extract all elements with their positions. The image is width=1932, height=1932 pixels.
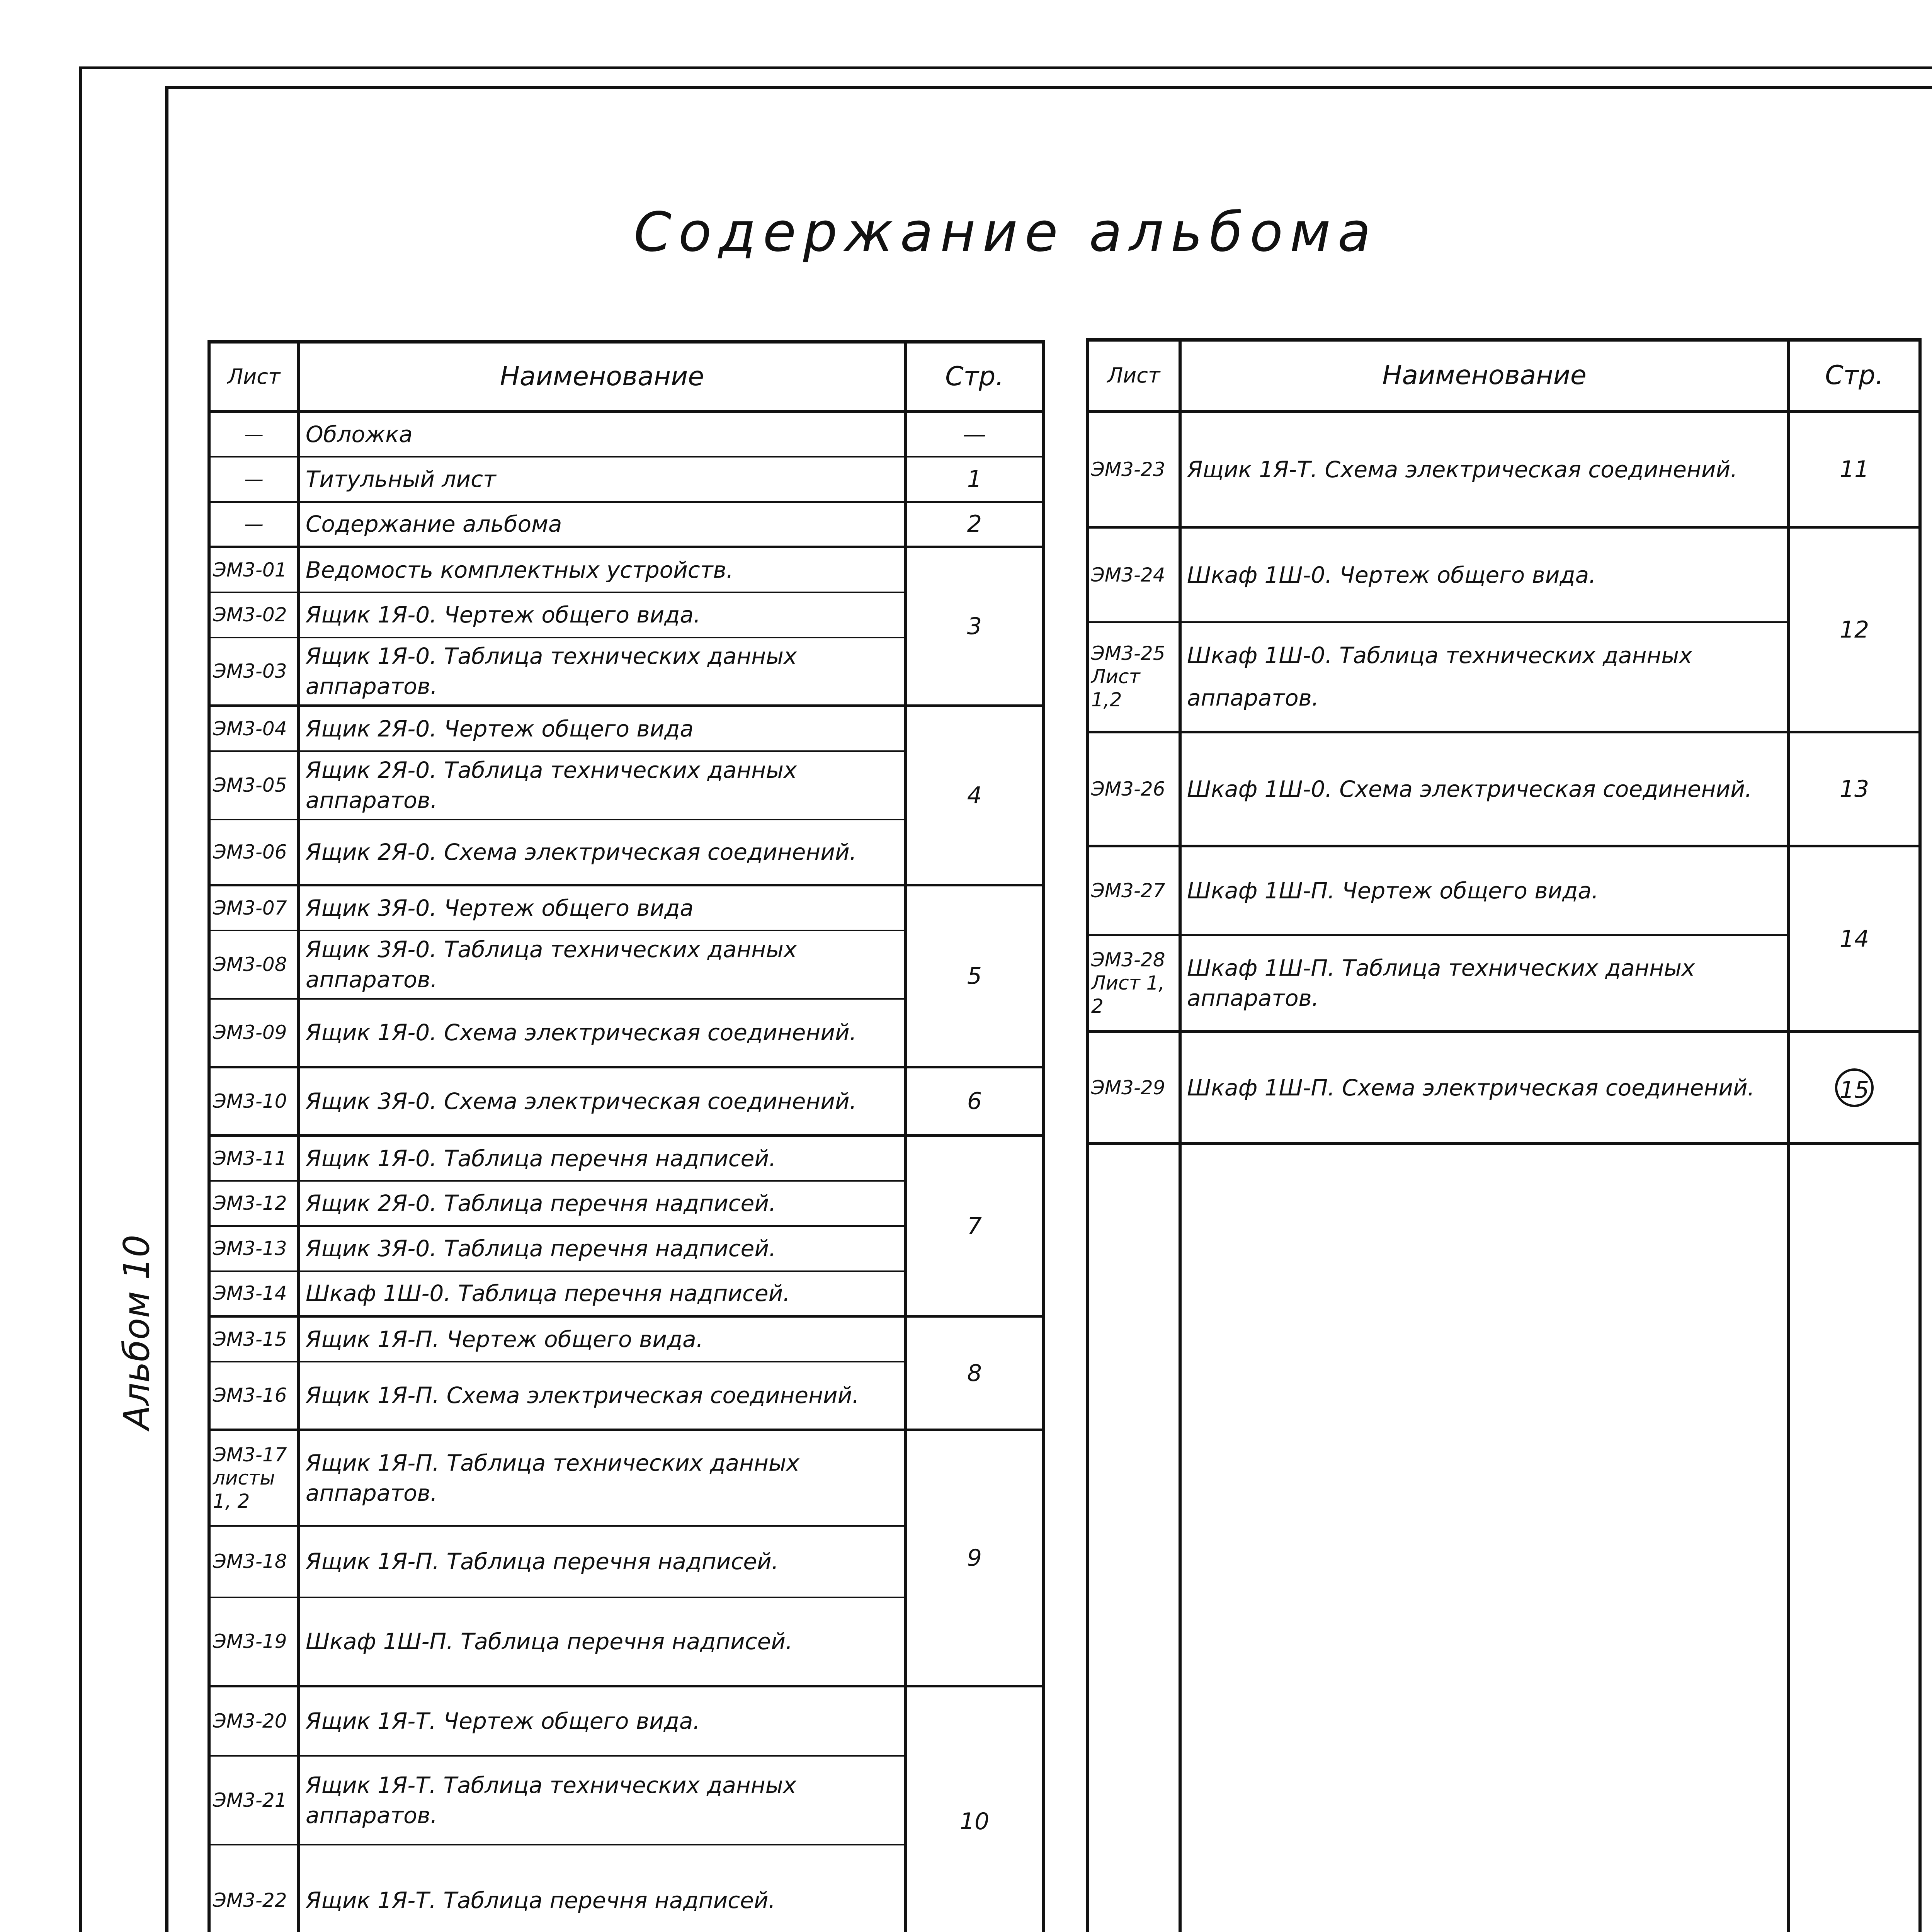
row-code: ЭМ3-13 — [209, 1226, 299, 1271]
row-name: Титульный лист — [299, 457, 905, 502]
header-page: Стр. — [1789, 340, 1920, 412]
row-name: Шкаф 1Ш-0. Таблица технических данных аппаратов. — [1180, 622, 1789, 732]
page-circle: 15 — [1835, 1068, 1874, 1107]
row-name: Шкаф 1Ш-П. Таблица перечня надписей. — [299, 1597, 905, 1686]
contents-table-right — [1086, 338, 1922, 1932]
row-code: ЭМ3-07 — [209, 885, 299, 930]
empty-cell — [1789, 1144, 1920, 1932]
row-page: — — [905, 412, 1044, 457]
table-row — [1087, 846, 1920, 935]
row-name: Ящик 1Я-0. Таблица перечня надписей. — [299, 1136, 905, 1181]
row-code: ЭМ3-25 Лист 1,2 — [1087, 622, 1180, 732]
row-page: 11 — [1789, 412, 1920, 527]
row-code: ЭМ3-27 — [1087, 846, 1180, 935]
table-row — [209, 1136, 1044, 1181]
table-filler-row — [1087, 1144, 1920, 1932]
row-code: ЭМ3-15 — [209, 1316, 299, 1362]
table-row — [209, 885, 1044, 930]
row-code: ЭМ3-03 — [209, 638, 299, 706]
header-sheet: Лист — [209, 342, 299, 412]
table-row — [209, 457, 1044, 502]
row-name: Шкаф 1Ш-0. Таблица перечня надписей. — [299, 1271, 905, 1316]
header-page: Стр. — [905, 342, 1044, 412]
row-code: ЭМ3-21 — [209, 1756, 299, 1845]
row-name: Ящик 3Я-0. Схема электрическая соединений. — [299, 1067, 905, 1136]
row-name: Шкаф 1Ш-П. Чертеж общего вида. — [1180, 846, 1789, 935]
row-code: ЭМ3-17 листы 1, 2 — [209, 1430, 299, 1526]
row-code: ЭМ3-19 — [209, 1597, 299, 1686]
row-page: 14 — [1789, 846, 1920, 1032]
row-name: Ящик 1Я-П. Таблица технических данных аппаратов. — [299, 1430, 905, 1526]
table-row — [209, 412, 1044, 457]
row-name: Шкаф 1Ш-0. Чертеж общего вида. — [1180, 527, 1789, 622]
row-page: 7 — [905, 1136, 1044, 1316]
row-name: Ящик 1Я-Т. Чертеж общего вида. — [299, 1686, 905, 1756]
table-row — [209, 1686, 1044, 1756]
row-name: Ящик 1Я-П. Схема электрическая соединений. — [299, 1362, 905, 1430]
table-header — [1087, 340, 1920, 412]
row-name: Ведомость комплектных устройств. — [299, 547, 905, 592]
row-page: 8 — [905, 1316, 1044, 1430]
row-name: Ящик 1Я-0. Чертеж общего вида. — [299, 592, 905, 638]
row-page: 1 — [905, 457, 1044, 502]
row-name: Ящик 3Я-0. Таблица перечня надписей. — [299, 1226, 905, 1271]
row-page: 6 — [905, 1067, 1044, 1136]
row-page: 4 — [905, 706, 1044, 885]
table-row — [1087, 732, 1920, 846]
page-title: Содержание альбома — [634, 201, 1378, 264]
table-row — [209, 1430, 1044, 1526]
row-name: Ящик 1Я-Т. Таблица перечня надписей. — [299, 1845, 905, 1932]
row-code: ЭМ3-20 — [209, 1686, 299, 1756]
row-name: Ящик 2Я-0. Таблица перечня надписей. — [299, 1181, 905, 1226]
row-code: ЭМ3-24 — [1087, 527, 1180, 622]
table-row — [209, 547, 1044, 592]
row-code: ЭМ3-26 — [1087, 732, 1180, 846]
row-code: ЭМ3-10 — [209, 1067, 299, 1136]
row-code: ЭМ3-08 — [209, 930, 299, 999]
row-code: ЭМ3-28 Лист 1, 2 — [1087, 935, 1180, 1032]
row-name: Ящик 1Я-П. Таблица перечня надписей. — [299, 1526, 905, 1597]
row-code: ЭМ3-02 — [209, 592, 299, 638]
row-name: Ящик 1Я-Т. Схема электрическая соединений. — [1180, 412, 1789, 527]
row-code: ЭМ3-18 — [209, 1526, 299, 1597]
row-name: Ящик 3Я-0. Чертеж общего вида — [299, 885, 905, 930]
row-page: 5 — [905, 885, 1044, 1067]
album-label: Альбом 10 — [116, 1235, 157, 1430]
table-row — [1087, 527, 1920, 622]
table-row — [1087, 412, 1920, 527]
row-code: ЭМ3-09 — [209, 999, 299, 1067]
row-code: ЭМ3-22 — [209, 1845, 299, 1932]
row-name: Ящик 1Я-0. Таблица технических данных аппаратов. — [299, 638, 905, 706]
row-code: ЭМ3-23 — [1087, 412, 1180, 527]
row-page: 2 — [905, 502, 1044, 547]
row-code: ЭМ3-11 — [209, 1136, 299, 1181]
row-code: — — [209, 502, 299, 547]
table-header — [209, 342, 1044, 412]
row-page — [1789, 1032, 1920, 1144]
empty-cell — [1087, 1144, 1180, 1932]
row-code: ЭМ3-06 — [209, 820, 299, 885]
row-name: Содержание альбома — [299, 502, 905, 547]
table-row — [209, 502, 1044, 547]
header-sheet: Лист — [1087, 340, 1180, 412]
row-page: 13 — [1789, 732, 1920, 846]
row-name: Ящик 1Я-0. Схема электрическая соединений. — [299, 999, 905, 1067]
row-code: ЭМ3-29 — [1087, 1032, 1180, 1144]
row-code: ЭМ3-04 — [209, 706, 299, 751]
table-row — [1087, 1032, 1920, 1144]
row-code: — — [209, 412, 299, 457]
row-code: ЭМ3-12 — [209, 1181, 299, 1226]
row-name: Ящик 1Я-П. Чертеж общего вида. — [299, 1316, 905, 1362]
row-code: ЭМ3-16 — [209, 1362, 299, 1430]
row-name: Ящик 2Я-0. Чертеж общего вида — [299, 706, 905, 751]
table-row — [209, 1067, 1044, 1136]
row-name: Обложка — [299, 412, 905, 457]
row-page: 9 — [905, 1430, 1044, 1686]
row-name: Шкаф 1Ш-П. Схема электрическая соединений. — [1180, 1032, 1789, 1144]
row-page: 10 — [905, 1686, 1044, 1932]
row-code: — — [209, 457, 299, 502]
row-code: ЭМ3-14 — [209, 1271, 299, 1316]
empty-cell — [1180, 1144, 1789, 1932]
contents-table-left — [207, 340, 1045, 1932]
row-name: Ящик 1Я-Т. Таблица технических данных аппаратов. — [299, 1756, 905, 1845]
row-name: Ящик 2Я-0. Схема электрическая соединений. — [299, 820, 905, 885]
table-row — [209, 706, 1044, 751]
table-row — [209, 1316, 1044, 1362]
header-name: Наименование — [1180, 340, 1789, 412]
row-name: Ящик 2Я-0. Таблица технических данных аппаратов. — [299, 751, 905, 820]
row-code: ЭМ3-01 — [209, 547, 299, 592]
row-name: Шкаф 1Ш-П. Таблица технических данных аппаратов. — [1180, 935, 1789, 1032]
row-name: Шкаф 1Ш-0. Схема электрическая соединений. — [1180, 732, 1789, 846]
row-page: 3 — [905, 547, 1044, 706]
header-name: Наименование — [299, 342, 905, 412]
row-name: Ящик 3Я-0. Таблица технических данных аппаратов. — [299, 930, 905, 999]
row-code: ЭМ3-05 — [209, 751, 299, 820]
row-page: 12 — [1789, 527, 1920, 732]
